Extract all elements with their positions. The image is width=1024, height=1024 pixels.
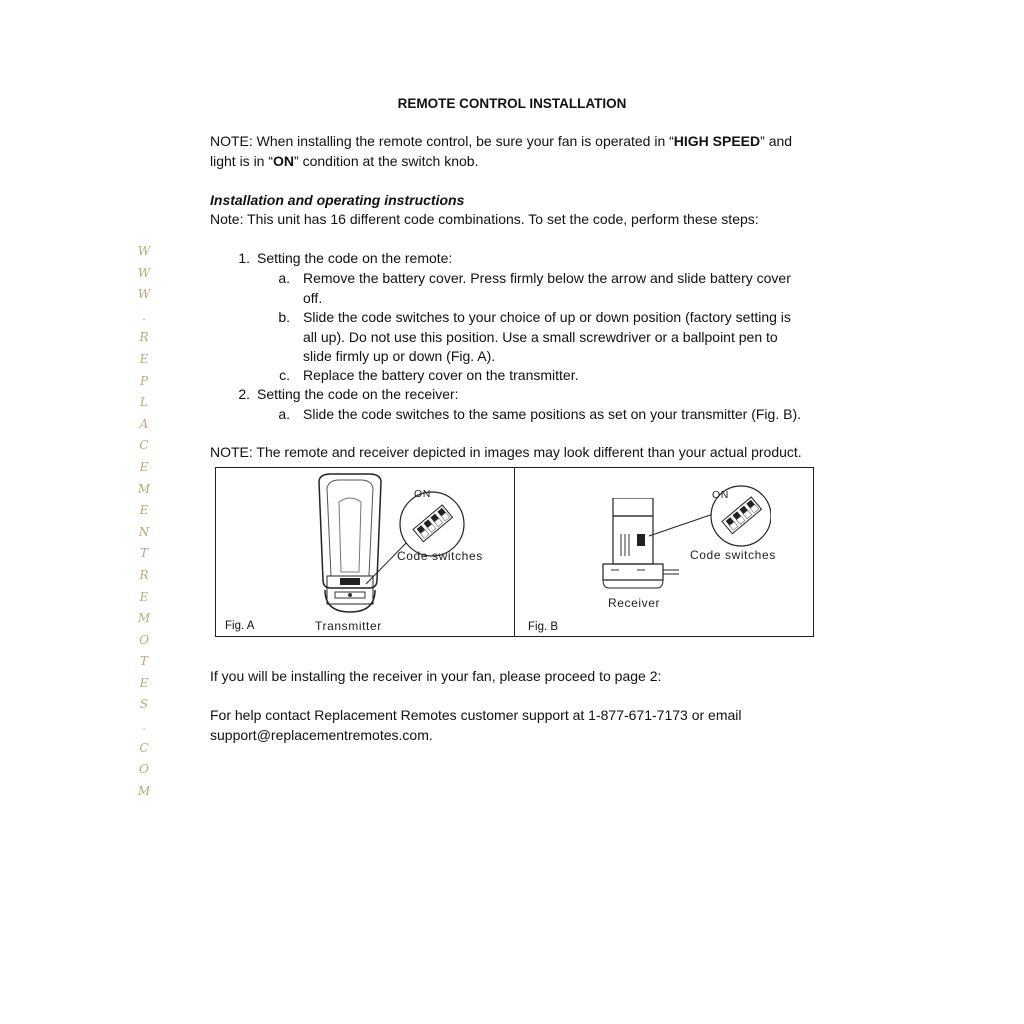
watermark-letter: T xyxy=(139,546,148,561)
support-contact: For help contact Replacement Remotes customer support at 1-877-671-7173 or email support@replacementremotes.com. xyxy=(210,707,742,743)
watermark-letter: P xyxy=(139,373,149,388)
substep-letter: a. xyxy=(278,270,290,286)
watermark-letter: . xyxy=(142,308,146,323)
section-heading: Installation and operating instructions xyxy=(210,192,465,208)
watermark-letter: E xyxy=(139,459,149,474)
vertical-watermark xyxy=(134,244,154,805)
watermark-letter: E xyxy=(139,351,149,366)
code-switches-label-a: Code switches xyxy=(397,549,483,563)
watermark-letter: W xyxy=(137,265,151,280)
page-title: REMOTE CONTROL INSTALLATION xyxy=(397,96,627,111)
watermark-letter: C xyxy=(139,740,149,755)
step-number: 1. xyxy=(238,250,250,266)
substep-text: Slide the code switches to your choice of up or down position (factory setting is all up). Do not use this position. Use a small screwdriver or a ballpoint pen to slide firmly up or down (Fig. A). xyxy=(303,309,791,364)
transmitter-label: Transmitter xyxy=(315,619,382,633)
watermark-letter: . xyxy=(142,719,146,734)
note-high-speed xyxy=(210,132,814,171)
substep-letter: c. xyxy=(279,367,290,383)
step-text: Setting the code on the remote: xyxy=(257,250,453,266)
code-switches-label-b: Code switches xyxy=(690,548,776,562)
watermark-letter: C xyxy=(139,438,149,453)
watermark-letter: S xyxy=(139,697,149,712)
step-text: Setting the code on the receiver: xyxy=(257,386,459,402)
note-code-combinations: Note: This unit has 16 different code combinations. To set the code, perform these steps: xyxy=(210,211,759,227)
substep-text: Replace the battery cover on the transmitter. xyxy=(303,367,579,383)
watermark-letter: E xyxy=(139,675,149,690)
on-label-a: ON xyxy=(414,488,431,500)
fig-b-label: Fig. B xyxy=(528,621,559,633)
note1-text: ” condition at the switch knob. xyxy=(294,152,479,169)
watermark-letter: R xyxy=(139,567,149,582)
fig-a-label: Fig. A xyxy=(225,620,255,632)
watermark-letter: A xyxy=(139,416,149,431)
figure-divider xyxy=(514,468,515,636)
watermark-letter: O xyxy=(139,632,149,647)
figure-panel xyxy=(215,467,814,637)
step-number: 2. xyxy=(238,386,250,402)
note1-text: NOTE: When installing the remote control, be sure your fan is operated in “ xyxy=(210,133,674,149)
note1-bold-high-speed: HIGH SPEED xyxy=(673,133,761,149)
note1-text: ” and light is in “ xyxy=(210,133,793,169)
watermark-letter: M xyxy=(137,783,151,798)
substep-text: Slide the code switches to the same positions as set on your transmitter (Fig. B). xyxy=(303,406,801,422)
watermark-letter: L xyxy=(140,395,148,410)
receiver-label: Receiver xyxy=(608,596,661,610)
note-images-differ: NOTE: The remote and receiver depicted in images may look different than your actual product. xyxy=(210,444,802,460)
substep-text: Remove the battery cover. Press firmly below the arrow and slide battery cover off. xyxy=(303,270,791,306)
watermark-letter: N xyxy=(138,524,150,539)
watermark-letter: O xyxy=(139,762,149,777)
code-switches-magnified-a xyxy=(356,488,466,588)
watermark-letter: M xyxy=(137,481,151,496)
watermark-letter: M xyxy=(137,611,151,626)
watermark-letter: W xyxy=(137,244,151,258)
on-label-b: ON xyxy=(712,489,729,501)
substep-letter: a. xyxy=(278,406,290,422)
code-switches-magnified-b xyxy=(641,482,771,552)
watermark-letter: T xyxy=(139,654,148,669)
substep-letter: b. xyxy=(278,309,290,325)
proceed-instruction: If you will be installing the receiver in your fan, please proceed to page 2: xyxy=(210,668,662,684)
note1-bold-on: ON xyxy=(273,152,295,169)
watermark-letter: E xyxy=(139,589,149,604)
watermark-letter: W xyxy=(137,287,151,302)
watermark-letter: R xyxy=(139,330,149,345)
watermark-letter: E xyxy=(139,503,149,518)
